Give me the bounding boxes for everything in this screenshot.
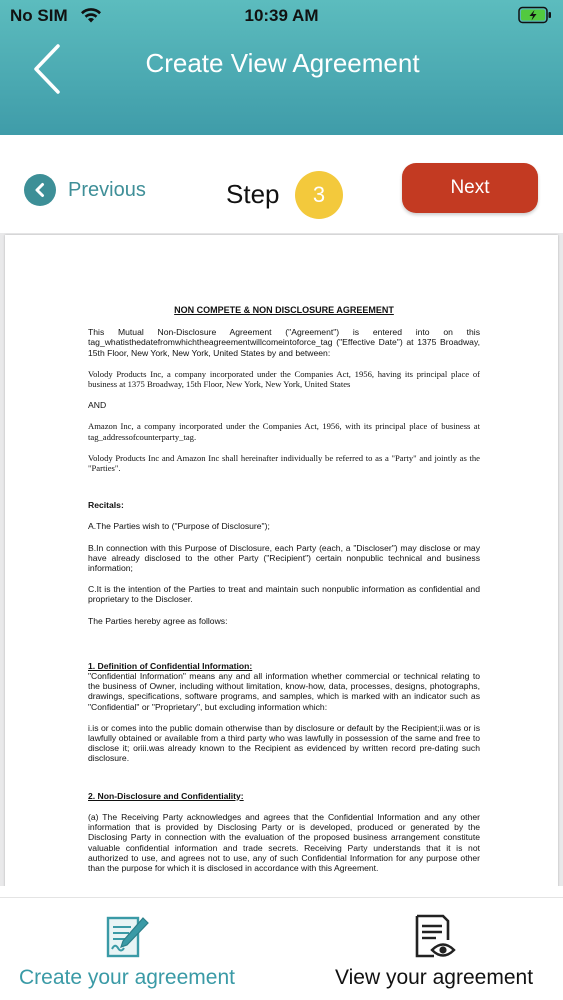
document-party-2: Amazon Inc, a company incorporated under the Companies Act, 1956, with its principal place of business at tag_addressofcounterparty_tag. <box>88 421 480 442</box>
edit-document-icon <box>103 912 151 960</box>
document-intro: This Mutual Non-Disclosure Agreement ("Agreement") is entered into on this tag_whatisthedatefromwhichtheagreementwillcomeintoforce_tag ("Effective Date") at 1375 Broadway, 15th Floor, New York, New York, United States by and between: <box>88 327 480 358</box>
document-and: AND <box>88 400 107 411</box>
document-party-1: Volody Products Inc, a company incorporated under the Companies Act, 1956, having its principal place of business at 1375 Broadway, 15th Floor, New York, New York, United States <box>88 368 480 390</box>
section-1-body: "Confidential Information" means any and all information whether commercial or technical relating to the business of Owner, including without limitation, know-how, data, processes, designs, photographs, drawings, specifications, software programs, and samples, which is marked with an indicator such as "Confidential" or "Proprietary", but excluding information which: <box>88 671 480 712</box>
bottom-tab-bar <box>0 897 563 1000</box>
next-button[interactable]: Next <box>402 163 538 213</box>
view-document-icon <box>410 912 458 960</box>
recital-c: C.It is the intention of the Parties to treat and maintain such nonpublic information as confidential and proprietary to the Discloser. <box>88 584 480 605</box>
app-header <box>0 0 563 135</box>
recital-a: A.The Parties wish to ("Purpose of Disclosure"); <box>88 521 270 532</box>
recital-b: B.In connection with this Purpose of Disclosure, each Party (each, a "Discloser") may disclose or may have already disclosed to the other Party ("Recipient") certain nonpublic technical and business information; <box>88 542 480 574</box>
step-number-badge: 3 <box>295 171 343 219</box>
previous-button[interactable] <box>24 173 146 207</box>
carrier-label: No SIM <box>10 6 68 25</box>
tab-view-label: View your agreement <box>334 966 534 989</box>
section-1-heading: 1. Definition of Confidential Information: <box>88 660 253 671</box>
battery-icon <box>518 6 552 24</box>
chevron-left-icon <box>24 174 56 206</box>
document-viewer[interactable] <box>0 233 563 886</box>
previous-label: Previous <box>68 178 146 201</box>
document-content <box>88 305 480 884</box>
status-bar <box>0 0 563 32</box>
recitals-heading: Recitals: <box>88 500 124 511</box>
section-1-exclusions: i.is or comes into the public domain otherwise than by disclosure or default by the Recipient;ii.was or is lawfully obtained or available from a third party who was lawfully in possession of the same and free to disclose it; oriii.was already known to the Recipient as evidenced by written record pre-dating such disclosure. <box>88 722 480 764</box>
clock: 10:39 AM <box>244 6 319 25</box>
document-parties-note: Volody Products Inc and Amazon Inc shall hereinafter individually be referred to as a "Party" and jointly as the "Parties". <box>88 452 480 474</box>
section-2-heading: 2. Non-Disclosure and Confidentiality: <box>88 790 244 801</box>
agreement-clause: The Parties hereby agree as follows: <box>88 615 228 626</box>
tab-view-agreement[interactable] <box>305 898 563 998</box>
document-title: NON COMPETE & NON DISCLOSURE AGREEMENT <box>174 305 394 315</box>
document-page <box>5 235 558 886</box>
page-title: Create View Agreement <box>145 48 420 78</box>
tab-create-agreement[interactable] <box>0 898 254 998</box>
step-navigation <box>0 135 563 233</box>
step-label: Step <box>226 179 280 209</box>
tab-create-label: Create your agreement <box>19 966 235 989</box>
section-2-body: (a) The Receiving Party acknowledges and agrees that the Confidential Information and any other information that is provided by Disclosing Party or is developed, produced or generated by the Disclosing Party in connection with the evaluation of the proposed business arrangement constitute valuable confidential information and trade secrets. Receiving Party understands that it is not authorized to use, and agrees not to use, any of such Confidential Information for any purpose other than the purpose for which it is disclosed in accordance with this Agreement. <box>88 811 480 873</box>
